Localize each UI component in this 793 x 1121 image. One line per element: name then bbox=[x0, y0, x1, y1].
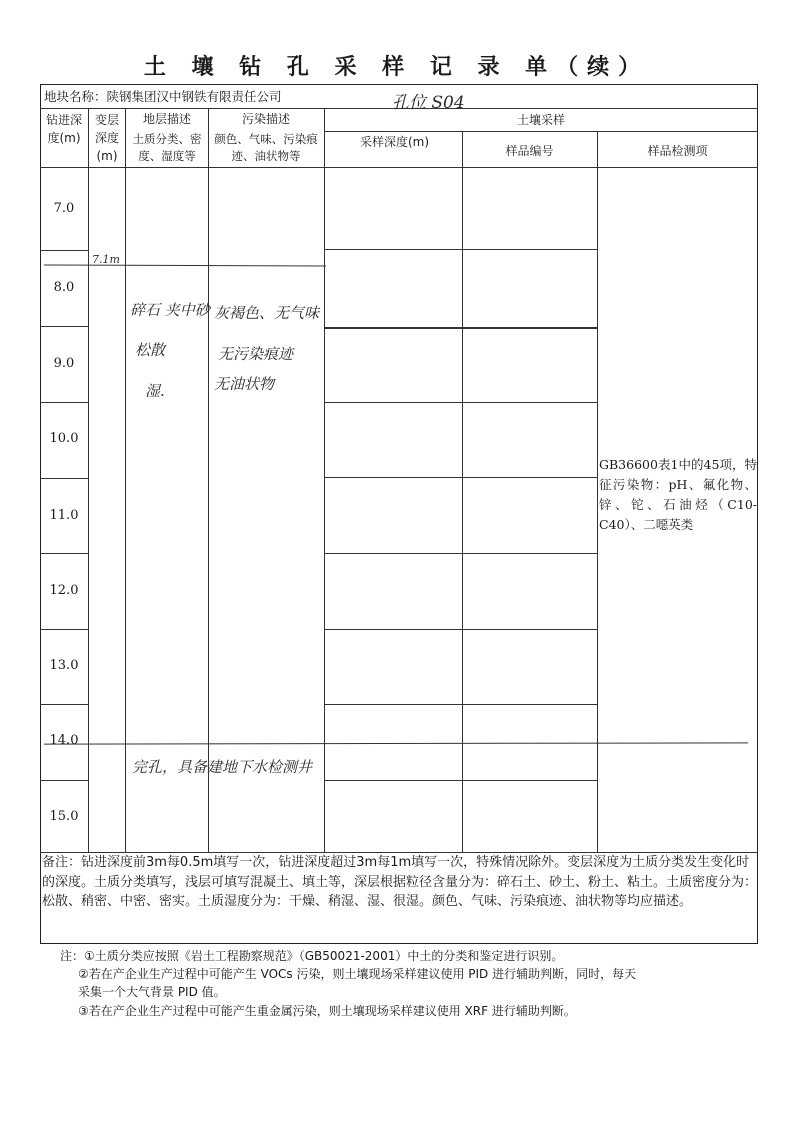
header-depth: 钻进深度(m) bbox=[45, 113, 82, 145]
depth-row-line bbox=[40, 553, 88, 554]
detect-items-text: GB36600表1中的45项，特征污染物：pH、氟化物、锌、铊、石油烃（C10-C40）、二噁英类 bbox=[599, 457, 757, 532]
stratum-text: 碎石 夹中砂 bbox=[130, 301, 210, 319]
site-name: 地块名称：陕钢集团汉中钢铁有限责任公司 bbox=[44, 89, 282, 104]
layer-change-depth: 7.1m bbox=[92, 253, 120, 266]
depth-value: 15.0 bbox=[49, 809, 79, 824]
end-note: 完孔，具备建地下水检测井 bbox=[132, 758, 313, 776]
footnote: ②若在产企业生产过程中可能产生 VOCs 污染，则土壤现场采样建议使用 PID 进行辅助判断，同时，每天 bbox=[78, 967, 637, 981]
col-divider bbox=[324, 108, 325, 852]
depth-value: 14.0 bbox=[49, 733, 79, 748]
depth-row-line bbox=[40, 402, 88, 403]
header-sample-depth: 采样深度(m) bbox=[360, 135, 430, 149]
stratum-text: 松散 bbox=[135, 341, 166, 359]
depth-value: 10.0 bbox=[49, 431, 79, 446]
depth-value: 8.0 bbox=[53, 280, 75, 295]
depth-row-line bbox=[40, 629, 88, 630]
pollution-text: 无油状物 bbox=[214, 375, 275, 393]
sample-row-line bbox=[324, 477, 597, 478]
row-divider bbox=[40, 167, 758, 168]
sample-row-line bbox=[324, 629, 597, 630]
sample-row-line bbox=[324, 327, 597, 329]
page-title: 土 壤 钻 孔 采 样 记 录 单（续） bbox=[143, 54, 650, 80]
header-sample-id: 样品编号 bbox=[505, 144, 554, 158]
row-divider bbox=[324, 131, 758, 132]
col-divider bbox=[125, 108, 126, 852]
footnote: ③若在产企业生产过程中可能产生重金属污染，则土壤现场采样建议使用 XRF 进行辅助判断。 bbox=[78, 1004, 576, 1018]
header-sampling: 土壤采样 bbox=[516, 113, 565, 127]
remarks: 备注：钻进深度前3m每0.5m填写一次，钻进深度超过3m每1m填写一次，特殊情况除外。变层深度为土质分类发生变化时的深度。土质分类填写，浅层可填写混凝土、填土等，深层根据粒径含量分为：碎石土、砂土、粉土、粘土。土质密度分为：松散、稍密、中密、密实。土质湿度分为：干燥、稍湿、湿、很湿。颜色、气味、污染痕迹、油状物等均应描述。 bbox=[42, 855, 758, 909]
pollution-text: 灰褐色、无气味 bbox=[214, 304, 320, 322]
header-layer-depth: 变层深度(m) bbox=[94, 113, 119, 163]
sample-row-line bbox=[324, 249, 597, 250]
sample-row-line bbox=[324, 553, 597, 554]
depth-row-line bbox=[40, 704, 88, 705]
depth-value: 11.0 bbox=[49, 508, 79, 523]
footnote: 采集一个大气背景 PID 值。 bbox=[78, 985, 226, 999]
header-pollution-sub: 颜色、气味、污染痕迹、油状物等 bbox=[214, 132, 318, 163]
depth-value: 9.0 bbox=[53, 356, 75, 371]
sample-row-line bbox=[324, 402, 597, 403]
sample-row-line bbox=[324, 704, 597, 705]
header-stratum-sub: 土质分类、密度、湿度等 bbox=[132, 132, 202, 163]
pollution-text: 无污染痕迹 bbox=[218, 345, 294, 363]
depth-row-line bbox=[40, 780, 88, 781]
header-pollution: 污染描述 bbox=[241, 112, 290, 126]
hole-id: 孔位 S04 bbox=[392, 93, 465, 113]
sample-row-line bbox=[324, 780, 597, 781]
footnote: 注：①土质分类应按照《岩土工程勘察规范》（GB50021-2001）中土的分类和鉴定进行识别。 bbox=[60, 949, 564, 963]
stratum-text: 湿. bbox=[145, 382, 165, 400]
header-stratum: 地层描述 bbox=[142, 112, 191, 126]
depth-value: 7.0 bbox=[53, 201, 75, 216]
depth-value: 12.0 bbox=[49, 583, 79, 598]
col-divider bbox=[88, 108, 89, 852]
depth-row-line bbox=[40, 250, 88, 251]
depth-row-line bbox=[40, 478, 88, 479]
col-divider bbox=[208, 108, 209, 852]
depth-value: 13.0 bbox=[49, 658, 79, 673]
col-divider bbox=[597, 131, 598, 852]
depth-row-line bbox=[40, 326, 88, 327]
header-detect-items: 样品检测项 bbox=[647, 144, 708, 158]
